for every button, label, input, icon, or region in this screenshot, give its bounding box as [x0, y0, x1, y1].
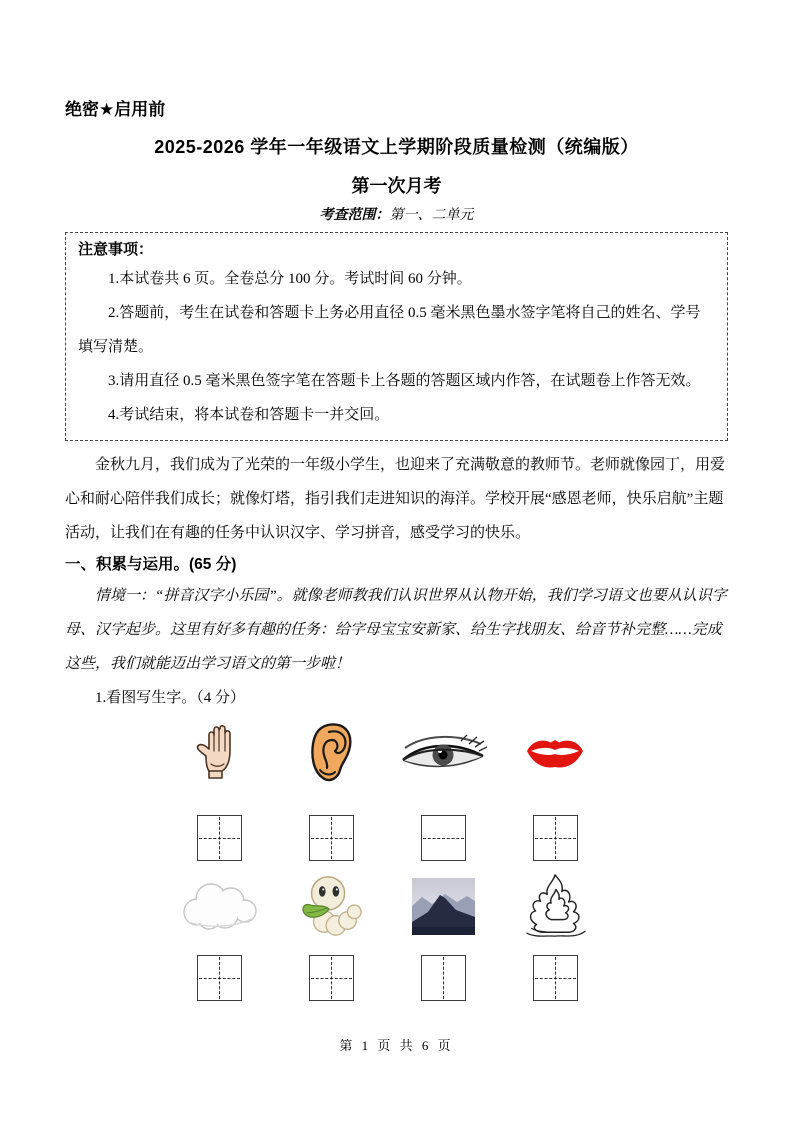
notice-box: [65, 232, 728, 441]
silkworm-image: [298, 872, 364, 940]
tianzige-grid-3: [421, 815, 466, 861]
eye-image: [399, 732, 487, 774]
tianzige-grid-6: [309, 955, 354, 1001]
page-number-indicator: 第 1 页 共 6 页: [339, 1038, 454, 1053]
hand-image: [188, 722, 250, 784]
notice-item-4: 4.考试结束，将本试卷和答题卡一并交回。: [108, 407, 390, 423]
exam-subtitle: 第一次月考: [351, 176, 442, 196]
notice-item-1: 1.本试卷共 6 页。全卷总分 100 分。考试时间 60 分钟。: [108, 271, 472, 287]
answer-grid-row-2: [163, 954, 728, 1001]
intro-paragraph: 金秋九月，我们成为了光荣的一年级小学生，也迎来了充满敬意的教师节。老师就像园丁，用爱心和耐心陪伴我们成长；就像灯塔，指引我们走进知识的海洋。学校开展“感恩老师，快乐启航”主题活动，让我们在有趣的任务中认识汉字、学习拼音，感受学习的快乐。: [65, 457, 726, 541]
notice-item-3: 3.请用直径 0.5 毫米黑色签字笔在答题卡上各题的答题区域内作答，在试题卷上作答无效。: [108, 373, 701, 389]
fire-image: [518, 871, 592, 941]
exam-scope: [65, 204, 728, 224]
section-1-heading: 一、积累与运用。(65 分): [65, 556, 237, 573]
question-1-label: 1.看图写生字。（4 分）: [95, 690, 246, 706]
tianzige-grid-4: [533, 815, 578, 861]
scope-value: 第一、二单元: [389, 208, 474, 223]
cloud-image: [173, 877, 265, 935]
scenario-1-paragraph: 情境一：“拼音汉字小乐园”。就像老师教我们认识世界从认物开始，我们学习语文也要从认识字母、汉字起步。这里有好多有趣的任务：给字母宝宝安新家、给生字找朋友、给音节补完整……完成这些，我们就能迈出学习语文的第一步啦！: [65, 588, 727, 672]
tianzige-grid-5: [197, 955, 242, 1001]
page-title: 2025-2026 学年一年级语文上学期阶段质量检测（统编版）: [154, 137, 639, 157]
tianzige-grid-7: [421, 955, 466, 1001]
tianzige-grid-1: [197, 815, 242, 861]
tianzige-grid-2: [309, 815, 354, 861]
picture-row-2: [163, 871, 728, 939]
ear-image: [308, 722, 354, 784]
tianzige-grid-8: [533, 955, 578, 1001]
mountain-image: [412, 878, 475, 935]
secrecy-label: 绝密★启用前: [65, 100, 166, 119]
notice-item-2: 2.答题前，考生在试卷和答题卡上务必用直径 0.5 毫米黑色墨水签字笔将自己的姓名、学号填写清楚。: [78, 305, 701, 355]
scope-label: 考查范围：: [319, 208, 390, 223]
notice-heading: 注意事项：: [78, 241, 154, 258]
picture-row-1: [163, 721, 728, 785]
answer-grid-row-1: [163, 814, 728, 861]
lips-image: [524, 733, 586, 773]
